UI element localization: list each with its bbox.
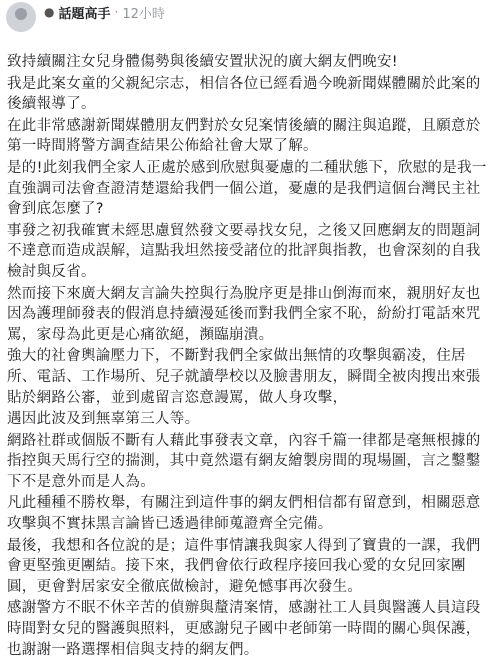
avatar-placeholder <box>15 8 27 20</box>
post-paragraph: 網路社群或個版不斷有人藉此事發表文章，內容千篇一律都是毫無根據的指控與天馬行空的揣測，其中竟然還有網友繪製房間的現場圖，言之鑿鑿下不是意外而是人為。 <box>7 432 481 490</box>
separator-dot: · <box>114 5 119 19</box>
avatar[interactable] <box>6 2 36 32</box>
post-paragraph: 事發之初我確實未經思慮貿然發文要尋找女兒，之後又回應網友的問題詞不達意而造成誤解，這點我坦然接受諸位的批評與指教，也會深刻的自我檢討與反省。 <box>7 222 481 280</box>
post-header <box>0 0 498 40</box>
post-paragraph: 遇因此波及到無辜第三人等。 <box>7 411 200 428</box>
post-paragraph: 是的!此刻我們全家人正處於感到欣慰與憂慮的二種狀態下，欣慰的是我一直強調司法會查證清楚還給我們一個公道，憂慮的是我們這個台灣民主社會到底怎麼了? <box>7 159 487 218</box>
post-paragraph: 致持續關注女兒身體傷勢與後續安置狀況的廣大網友們晚安! <box>7 54 398 70</box>
post-paragraph: 強大的社會輿論壓力下，不斷對我們全家做出無情的攻擊與霸凌，住居所、電話、工作場所、兒子就讀學校以及臉書朋友，瞬間全被肉搜出來張貼於網路公審，並到處留言恣意謾罵，做人身攻擊， <box>7 348 481 406</box>
author-row <box>44 2 165 22</box>
post-paragraph: 在此非常感謝新聞媒體朋友們對於女兒案情後續的關注與追蹤，且願意於第一時間將警方調查結果公佈給社會大眾了解。 <box>7 117 481 155</box>
post-paragraph: 最後，我想和各位說的是；這件事情讓我與家人得到了寶貴的一課，我們會更堅強更團結。接下來，我們會依行政程序接回我心愛的女兒回家團圓，更會對居家安全徹底做檢討，避免憾事再次發生。 <box>7 537 481 595</box>
post-body <box>7 52 487 661</box>
post-paragraph: 凡此種種不勝枚舉，有關注到這件事的網友們相信都有留意到，相關惡意攻擊與不實抹黑言論皆已透過律師蒐證齊全完備。 <box>7 495 481 533</box>
badge-icon: ● <box>44 5 55 19</box>
post-paragraph: 我是此案女童的父親紀宗志，相信各位已經看過今晚新聞媒體關於此案的後續報導了。 <box>7 75 481 113</box>
post-paragraph: 然而接下來廣大網友言論失控與行為脫序更是排山倒海而來，親朋好友也因為護理師發表的假消息持續漫延後而對我們全家不恥，紛紛打電話來咒罵，家母為此更是心痛欲絕，瀕臨崩潰。 <box>7 285 481 343</box>
author-name[interactable]: 話題高手 <box>58 6 111 22</box>
post-paragraph: 感謝警方不眠不休辛苦的偵辦與釐清案情，感謝社工人員與醫護人員這段時間對女兒的醫護與照料，更感謝兒子國中老師第一時間的關心與保護，也謝謝一路選擇相信與支持的網友們。 <box>7 600 481 658</box>
post-timestamp[interactable]: 12小時 <box>122 6 165 22</box>
